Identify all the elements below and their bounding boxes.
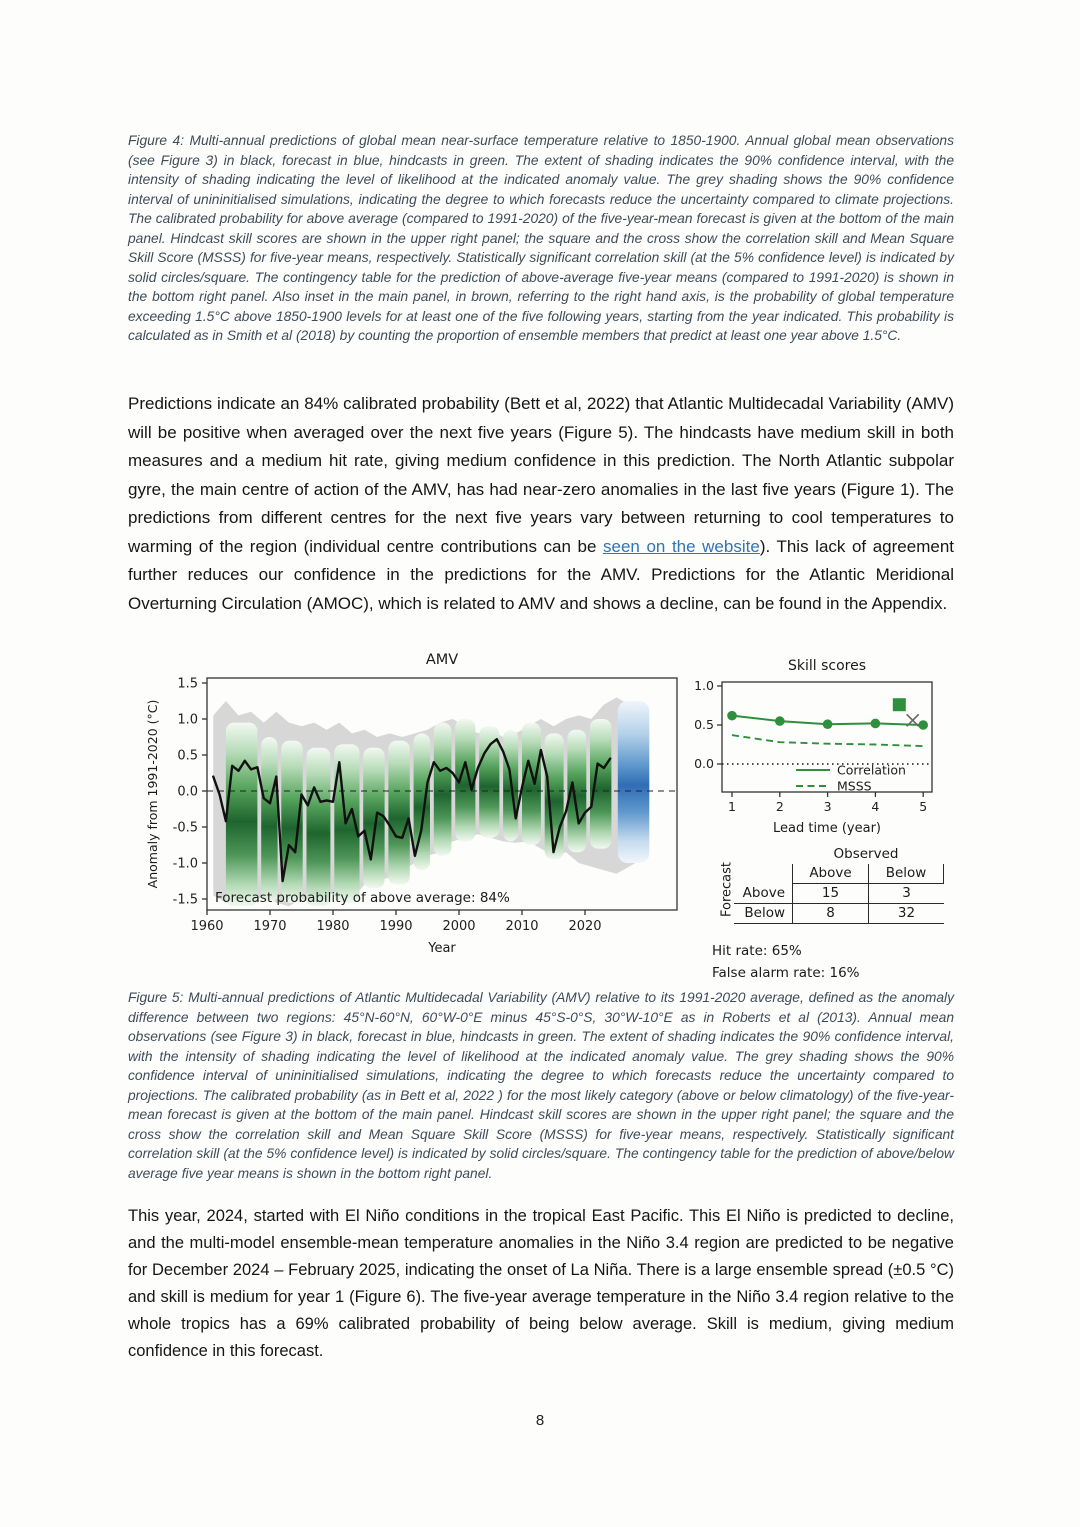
svg-text:Lead time (year): Lead time (year) (772, 821, 882, 836)
svg-text:-1.5: -1.5 (172, 892, 198, 908)
forecast-group-label: Forecast (719, 862, 735, 918)
col-header-below: Below (868, 864, 944, 884)
svg-text:0.0: 0.0 (694, 756, 714, 771)
cell-above-below: 3 (868, 884, 944, 904)
col-header-above: Above (792, 864, 868, 884)
cell-below-below: 32 (868, 904, 944, 924)
false-alarm-rate: False alarm rate: 16% (712, 965, 860, 982)
contingency-grid (734, 864, 982, 924)
svg-text:5: 5 (919, 799, 928, 814)
svg-text:0.5: 0.5 (694, 717, 714, 732)
hit-rate: Hit rate: 65% (712, 943, 802, 959)
paragraph-el-nino: This year, 2024, started with El Niño conditions in the tropical East Pacific. This El Niño is predicted to decline, and the multi-model ensemble-mean temperature anomalies in the Niño 3.4 region are predicted to be negative for December 2024 – February 2025, indicating the onset of La Niña. There is a large ensemble spread (±0.5 °C) and skill is medium for year 1 (Figure 6). The five-year average temperature in the Niño 3.4 region relative to the whole tropics has a 69% calibrated probability of being below average. Skill is medium, giving medium confidence in this forecast. (128, 1207, 954, 1360)
svg-text:1.5: 1.5 (177, 676, 198, 692)
svg-text:Forecast probability of above: Forecast probability of above average: 84% (215, 890, 510, 906)
svg-text:3: 3 (823, 799, 832, 814)
row-label-above: Above (734, 884, 792, 904)
svg-text:1960: 1960 (190, 919, 224, 934)
figure-4-caption: Figure 4: Multi-annual predictions of global mean near-surface temperature relative to 1850-1900. Annual global mean observations (see Figure 3) in black, forecast in blue, hindcasts in green. The extent of shading indicates the 90% confidence interval, with the intensity of shading indicating the level of likelihood at the indicated anomaly value. The grey shading shows the 90% confidence interval of unininitialised simulations, indicating the degree to which forecasts reduce the uncertainty compared to climate projections. The calibrated probability for above average (compared to 1991-2020) of the five-year-mean forecast is given at the bottom of the main panel. Hindcast skill scores are shown in the upper right panel; the square and the cross show the correlation skill and Mean Square Skill Score (MSSS) for five-year means, respectively. Statistically significant correlation skill (at the 5% confidence level) is indicated by solid circles/square. The contingency table for the prediction of above-average five-year means (compared to 1991-2020) is shown in the bottom right panel. Also inset in the main panel, in brown, referring to the right hand axis, is the probability of global temperature exceeding 1.5°C above 1850-1900 levels for at least one of the five following years, starting from the year indicated. This probability is calculated as in Smith et al (2018) by counting the proportion of ensemble members that predict at least one year above 1.5°C. (128, 133, 954, 343)
paragraph-amv-pre: Predictions indicate an 84% calibrated probability (Bett et al, 2022) that Atlantic Multidecadal Variability (AMV) will be positive when averaged over the next five years (Figure 5). The hindcasts have medium skill in both measures and a medium hit rate, giving medium confidence in this prediction. The North Atlantic subpolar gyre, the main centre of action of the AMV, has had near-zero anomalies in the last five years (Figure 1). The predictions from different centres for the next five years vary between returning to cool temperatures to warming of the region (individual centre contributions can be (128, 394, 954, 556)
svg-text:AMV: AMV (425, 652, 459, 668)
svg-text:4: 4 (871, 799, 880, 814)
svg-text:1: 1 (728, 799, 736, 814)
paragraph-amv-post: ). This lack of agreement further reduces our confidence in the predictions for the AMV. Predictions for the Atlantic Meridional Overturning Circulation (AMOC), which is related to AMV and shows a decline, can be found in the Appendix. (128, 536, 955, 613)
svg-text:MSSS: MSSS (837, 778, 872, 794)
website-link[interactable]: seen on the website (603, 536, 760, 556)
svg-text:Correlation: Correlation (837, 762, 906, 778)
row-label-below: Below (734, 904, 792, 924)
svg-text:2020: 2020 (568, 919, 602, 934)
figure-5-caption: Figure 5: Multi-annual predictions of Atlantic Multidecadal Variability (AMV) relative to its 1991-2020 average, defined as the anomaly difference between two regions: 45°N-60°N, 60°W-0°E minus 45°S-0°S, 30°W-10°E as in Roberts et al (2013). Annual mean observations (see Figure 3) in black, forecast in blue, hindcasts in green. The extent of shading indicates the 90% confidence interval, with the intensity of shading indicating the level of likelihood at the indicated anomaly value. The grey shading shows the 90% confidence interval of unininitialised simulations, indicating the degree to which forecasts reduce the uncertainty compared to projections. The calibrated probability (as in Bett et al, 2022 ) for the most likely category (above or below climatology) of the five-year-mean forecast is given at the bottom of the main panel. Hindcast skill scores are shown in the upper right panel; the square and the cross show the correlation skill and Mean Square Skill Score (MSSS) for five-year means, respectively. Statistically significant correlation skill (at the 5% confidence level) is indicated by solid circles/square. The contingency table for the prediction of above/below average five year means is shown in the bottom right panel. (128, 990, 954, 1181)
page-number: 8 (535, 1412, 545, 1429)
observed-group-label: Observed (833, 846, 899, 862)
cell-above-above: 15 (792, 884, 868, 904)
skill-scores-chart (692, 648, 964, 860)
table-corner-cell (734, 864, 792, 884)
svg-text:Anomaly from 1991-2020 (°C): Anomaly from 1991-2020 (°C) (145, 699, 160, 889)
svg-text:-1.0: -1.0 (172, 856, 198, 872)
svg-text:Year: Year (428, 941, 456, 956)
contingency-table (712, 846, 982, 985)
svg-text:Skill scores: Skill scores (787, 658, 867, 674)
svg-text:0.0: 0.0 (177, 784, 198, 800)
svg-text:1.0: 1.0 (694, 678, 714, 693)
svg-text:0.5: 0.5 (177, 748, 198, 764)
svg-text:1.0: 1.0 (177, 712, 198, 728)
svg-text:2: 2 (775, 799, 784, 814)
svg-text:1970: 1970 (253, 919, 287, 934)
amv-chart (140, 648, 692, 960)
svg-text:-0.5: -0.5 (172, 820, 198, 836)
svg-text:1990: 1990 (379, 919, 413, 934)
cell-below-above: 8 (792, 904, 868, 924)
paragraph-amv (128, 390, 954, 618)
svg-text:1980: 1980 (316, 919, 350, 934)
svg-text:2010: 2010 (505, 919, 539, 934)
svg-text:2000: 2000 (442, 919, 476, 934)
